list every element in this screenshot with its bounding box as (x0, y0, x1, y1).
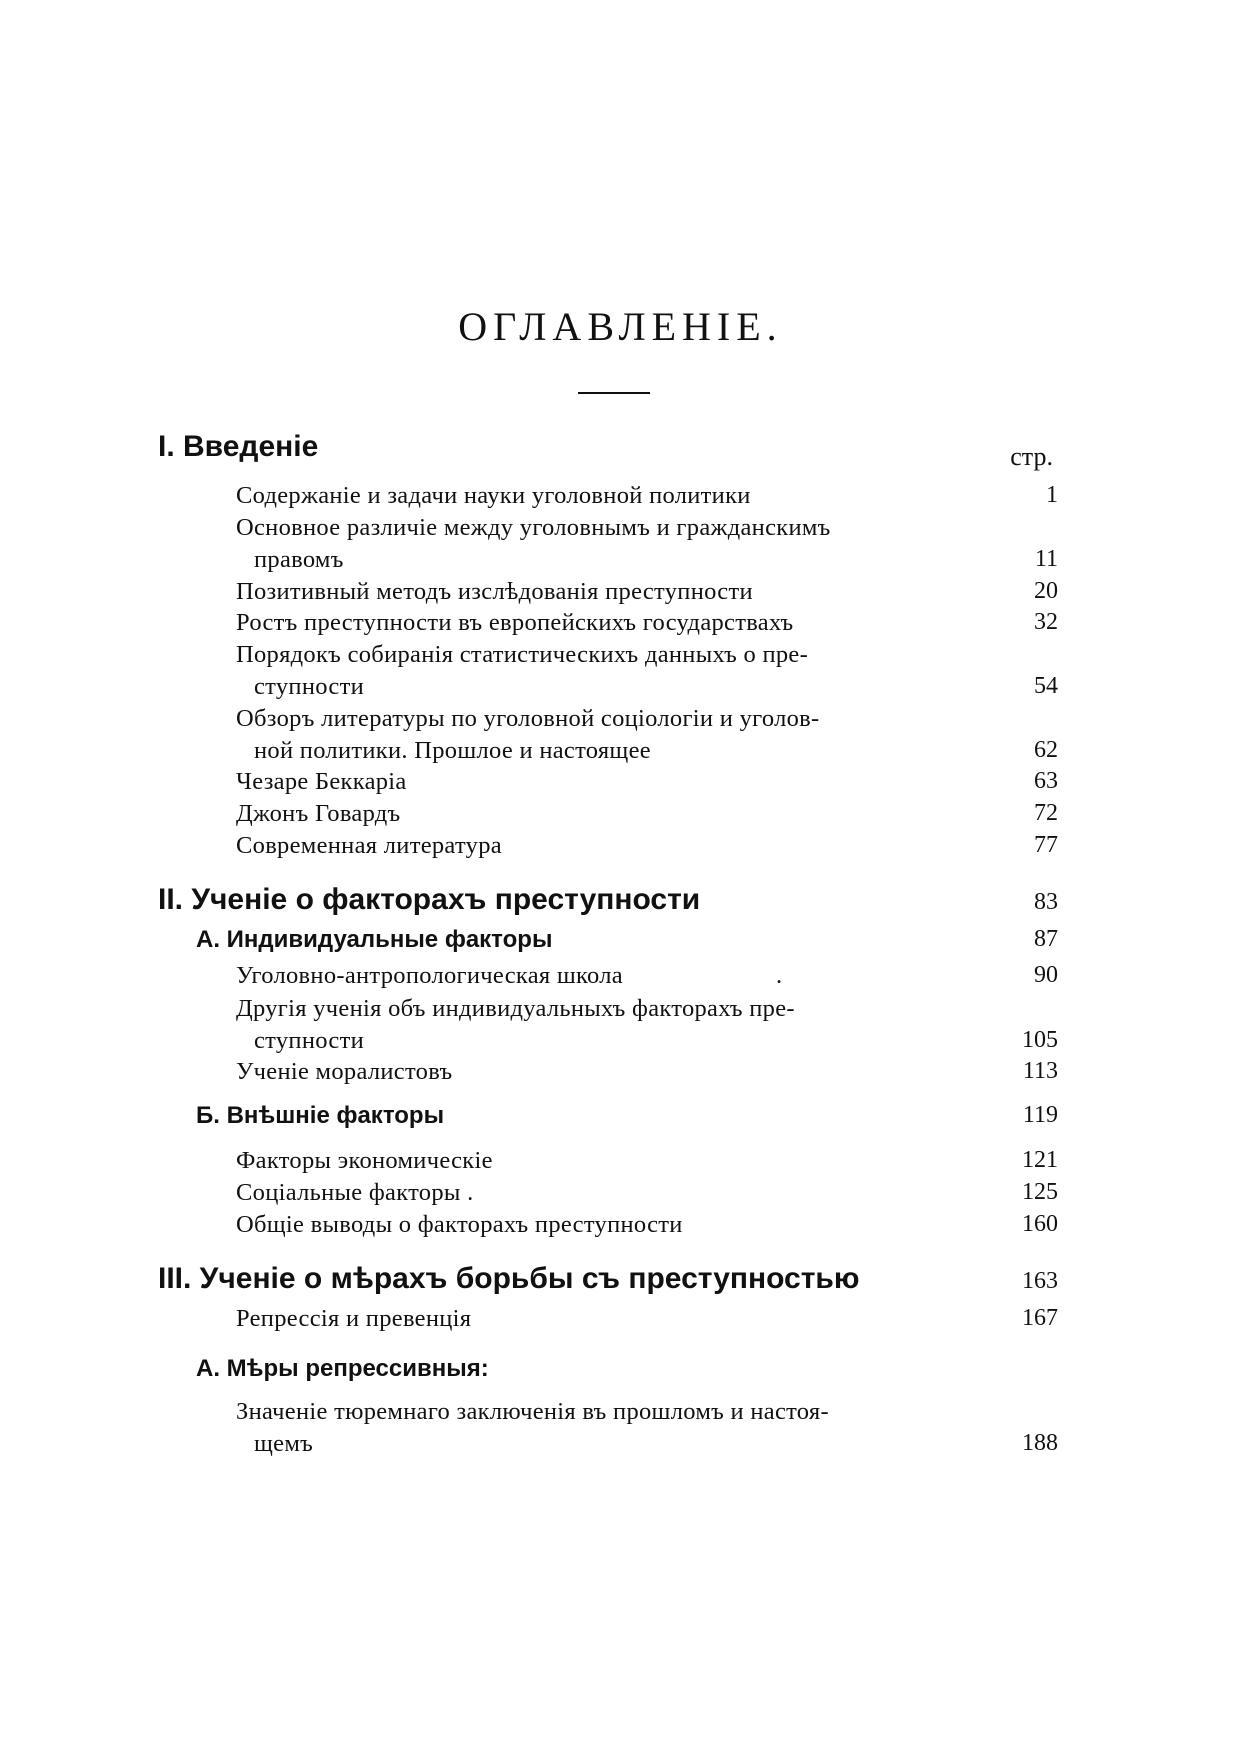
toc-entry-text: Факторы экономическіе (236, 1147, 493, 1174)
toc-entry-text-cont: ной политики. Прошлое и настоящее (254, 737, 651, 764)
toc-entry-page: 90 (1034, 962, 1058, 988)
toc-entry-text: Уголовно-антропологическая школа (236, 962, 623, 989)
toc-entry-page: 32 (1034, 609, 1058, 635)
toc-entry-text: Общіе выводы о факторахъ преступности (236, 1211, 683, 1238)
toc-entry-text: Основное различіе между уголовнымъ и гражданскимъ (236, 514, 831, 541)
toc-entry-page: 11 (1034, 546, 1058, 572)
subsection-3a-heading: А. Мѣры репрессивныя: (196, 1355, 489, 1382)
toc-entry-page: 167 (1022, 1305, 1058, 1331)
toc-entry-page: 160 (1022, 1211, 1058, 1237)
toc-entry-page: 1 (1046, 482, 1058, 508)
subsection-2b-heading: Б. Внѣшніе факторы (196, 1102, 445, 1129)
toc-entry-page: 113 (1022, 1058, 1058, 1084)
title-divider (578, 392, 650, 394)
subsection-2b-page: 119 (1022, 1102, 1058, 1128)
toc-entry-text: Позитивный методъ изслѣдованія преступности (236, 578, 753, 605)
toc-entry-page: 121 (1022, 1147, 1058, 1173)
toc-entry-text: Репрессія и превенція (236, 1305, 472, 1332)
toc-entry-page: 54 (1034, 673, 1058, 699)
toc-entry-page: 62 (1034, 737, 1058, 763)
toc-entry-text: Порядокъ собиранія статистическихъ данныхъ о пре- (236, 641, 809, 668)
toc-entry-text: Ученіе моралистовъ (236, 1058, 453, 1085)
section-2-page: 83 (1034, 889, 1058, 915)
toc-entry-text: Обзоръ литературы по уголовной соціологіи и уголов- (236, 705, 820, 732)
toc-entry-text: Содержаніе и задачи науки уголовной политики (236, 482, 751, 509)
toc-entry-page: 77 (1034, 832, 1058, 858)
toc-entry-page: 105 (1022, 1027, 1058, 1053)
toc-entry-text-cont: ступности (254, 673, 364, 700)
subsection-2a-heading: А. Индивидуальные факторы (196, 926, 553, 953)
toc-entry-dot: . (776, 962, 783, 989)
toc-entry-text: Соціальные факторы . (236, 1179, 474, 1206)
subsection-2a-page: 87 (1034, 926, 1058, 952)
section-2-heading: II. Ученіе о факторахъ преступности (158, 883, 701, 916)
toc-entry-text: Джонъ Говардъ (236, 800, 401, 827)
toc-entry-page: 20 (1034, 578, 1058, 604)
section-3-heading: III. Ученіе о мѣрахъ борьбы съ преступностью (158, 1262, 860, 1295)
page-title: ОГЛАВЛЕНІЕ. (458, 304, 783, 349)
toc-entry-page: 188 (1022, 1430, 1058, 1456)
toc-entry-text: Ростъ преступности въ европейскихъ государствахъ (236, 609, 794, 636)
toc-entry-text: Значеніе тюремнаго заключенія въ прошломъ и настоя- (236, 1398, 829, 1425)
section-3-page: 163 (1022, 1268, 1058, 1294)
toc-entry-text: Другія ученія объ индивидуальныхъ факторахъ пре- (236, 995, 795, 1022)
toc-entry-text-cont: щемъ (254, 1430, 314, 1457)
toc-entry-page: 125 (1022, 1179, 1058, 1205)
toc-entry-text-cont: ступности (254, 1027, 364, 1054)
toc-entry-page: 72 (1034, 800, 1058, 826)
toc-entry-text-cont: правомъ (254, 546, 344, 573)
toc-entry-text: Современная литература (236, 832, 502, 859)
toc-entry-page: 63 (1034, 768, 1058, 794)
section-1-heading: I. Введеніе (158, 430, 319, 463)
toc-entry-text: Чезаре Беккаріа (236, 768, 407, 795)
page-column-label: стр. (1010, 442, 1053, 471)
